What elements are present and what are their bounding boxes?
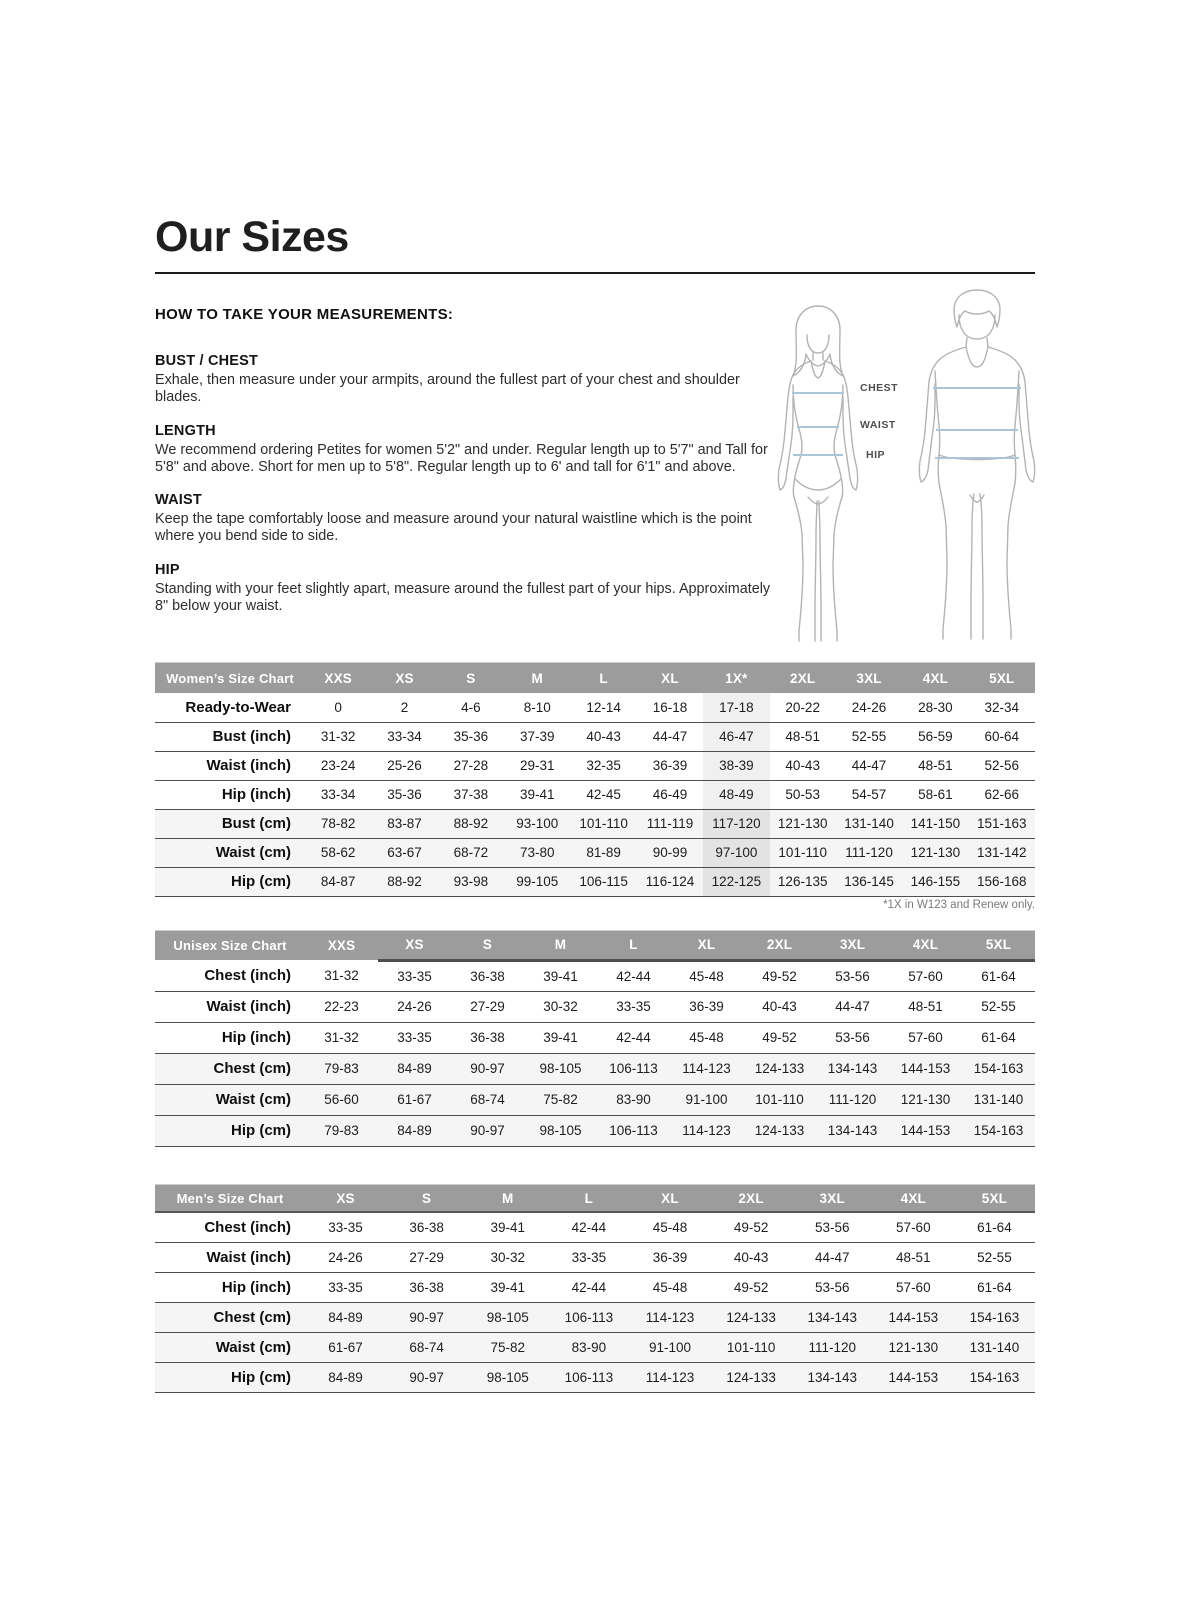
table-row xyxy=(155,1242,1035,1272)
size-cell: 124-133 xyxy=(711,1302,792,1332)
size-cell: 83-90 xyxy=(548,1332,629,1362)
size-cell: 101-110 xyxy=(770,838,836,867)
table-row xyxy=(155,809,1035,838)
size-cell: 58-61 xyxy=(902,780,968,809)
size-cell: 121-130 xyxy=(873,1332,954,1362)
size-column-header: 3XL xyxy=(816,931,889,960)
size-cell: 52-56 xyxy=(969,751,1035,780)
row-label: Bust (inch) xyxy=(155,722,305,751)
size-cell: 40-43 xyxy=(570,722,636,751)
unisex-size-table xyxy=(155,931,1035,1147)
size-cell: 131-140 xyxy=(954,1332,1035,1362)
section-bust-chest xyxy=(155,353,773,407)
size-column-header: 4XL xyxy=(902,663,968,693)
size-cell: 42-44 xyxy=(548,1272,629,1302)
size-column-header: XS xyxy=(371,663,437,693)
size-cell: 53-56 xyxy=(816,960,889,991)
size-cell: 111-119 xyxy=(637,809,703,838)
table-row xyxy=(155,693,1035,722)
row-label: Waist (cm) xyxy=(155,1084,305,1115)
size-column-header: XL xyxy=(670,931,743,960)
size-cell: 42-45 xyxy=(570,780,636,809)
size-cell: 52-55 xyxy=(962,991,1035,1022)
size-column-header: 5XL xyxy=(954,1185,1035,1212)
size-cell: 33-34 xyxy=(305,780,371,809)
size-cell: 151-163 xyxy=(969,809,1035,838)
size-cell: 61-64 xyxy=(962,1022,1035,1053)
size-cell: 124-133 xyxy=(711,1362,792,1392)
size-cell: 33-35 xyxy=(378,1022,451,1053)
size-cell: 106-115 xyxy=(570,867,636,896)
womens-size-chart xyxy=(155,662,1035,897)
size-column-header: 5XL xyxy=(969,663,1035,693)
size-cell: 20-22 xyxy=(770,693,836,722)
row-label: Hip (cm) xyxy=(155,1362,305,1392)
measurement-figures xyxy=(748,283,1040,645)
size-cell: 111-120 xyxy=(792,1332,873,1362)
size-cell: 53-56 xyxy=(816,1022,889,1053)
size-cell: 91-100 xyxy=(670,1084,743,1115)
size-cell: 68-74 xyxy=(386,1332,467,1362)
size-cell: 33-35 xyxy=(597,991,670,1022)
size-cell: 49-52 xyxy=(711,1272,792,1302)
size-cell: 90-97 xyxy=(386,1302,467,1332)
size-column-header: 2XL xyxy=(743,931,816,960)
male-measure-lines xyxy=(933,388,1021,458)
size-column-header: 1X* xyxy=(703,663,769,693)
size-cell: 31-32 xyxy=(305,722,371,751)
size-cell: 22-23 xyxy=(305,991,378,1022)
unisex-size-chart xyxy=(155,930,1035,1147)
size-cell: 24-26 xyxy=(378,991,451,1022)
size-cell: 57-60 xyxy=(889,1022,962,1053)
size-cell: 124-133 xyxy=(743,1115,816,1146)
size-cell: 42-44 xyxy=(597,960,670,991)
size-cell: 48-51 xyxy=(770,722,836,751)
measurements-heading: HOW TO TAKE YOUR MEASUREMENTS: xyxy=(155,306,454,323)
size-cell: 48-51 xyxy=(873,1242,954,1272)
size-cell: 93-100 xyxy=(504,809,570,838)
size-cell: 91-100 xyxy=(629,1332,710,1362)
size-cell: 154-163 xyxy=(954,1362,1035,1392)
row-label: Bust (cm) xyxy=(155,809,305,838)
size-cell: 98-105 xyxy=(467,1362,548,1392)
size-cell: 27-29 xyxy=(386,1242,467,1272)
size-cell: 75-82 xyxy=(524,1084,597,1115)
table-row xyxy=(155,867,1035,896)
size-cell: 101-110 xyxy=(743,1084,816,1115)
size-cell: 52-55 xyxy=(836,722,902,751)
row-label: Hip (inch) xyxy=(155,1272,305,1302)
size-cell: 154-163 xyxy=(962,1053,1035,1084)
size-cell: 144-153 xyxy=(873,1362,954,1392)
hip-label: HIP xyxy=(866,449,886,461)
size-cell: 114-123 xyxy=(670,1053,743,1084)
size-cell: 141-150 xyxy=(902,809,968,838)
size-cell: 114-123 xyxy=(629,1362,710,1392)
mens-size-table xyxy=(155,1185,1035,1393)
female-measure-lines xyxy=(792,393,844,455)
size-cell: 134-143 xyxy=(792,1302,873,1332)
size-cell: 46-49 xyxy=(637,780,703,809)
size-cell: 60-64 xyxy=(969,722,1035,751)
size-cell: 88-92 xyxy=(438,809,504,838)
section-body: Standing with your feet slightly apart, measure around the fullest part of your hips. Approximately 8" below your waist. xyxy=(155,580,771,614)
table-title: Unisex Size Chart xyxy=(155,931,305,960)
size-cell: 57-60 xyxy=(873,1212,954,1242)
size-cell: 61-64 xyxy=(954,1272,1035,1302)
row-label: Waist (inch) xyxy=(155,991,305,1022)
waist-label: WAIST xyxy=(860,419,896,431)
size-cell: 134-143 xyxy=(816,1053,889,1084)
size-cell: 144-153 xyxy=(889,1115,962,1146)
size-cell: 36-39 xyxy=(670,991,743,1022)
size-cell: 49-52 xyxy=(743,1022,816,1053)
female-figure-illustration xyxy=(770,303,866,643)
size-cell: 8-10 xyxy=(504,693,570,722)
size-column-header: M xyxy=(467,1185,548,1212)
size-cell: 45-48 xyxy=(629,1212,710,1242)
size-cell: 144-153 xyxy=(889,1053,962,1084)
size-cell: 50-53 xyxy=(770,780,836,809)
size-cell: 90-97 xyxy=(451,1115,524,1146)
table-row xyxy=(155,1115,1035,1146)
row-label: Hip (inch) xyxy=(155,1022,305,1053)
size-cell: 36-38 xyxy=(451,960,524,991)
size-cell: 44-47 xyxy=(816,991,889,1022)
size-cell: 131-140 xyxy=(836,809,902,838)
size-cell: 68-72 xyxy=(438,838,504,867)
size-cell: 124-133 xyxy=(743,1053,816,1084)
size-column-header: S xyxy=(438,663,504,693)
size-cell: 54-57 xyxy=(836,780,902,809)
size-column-header: M xyxy=(504,663,570,693)
size-column-header: M xyxy=(524,931,597,960)
table-row xyxy=(155,1302,1035,1332)
row-label: Waist (cm) xyxy=(155,1332,305,1362)
table-title: Men’s Size Chart xyxy=(155,1185,305,1212)
size-cell: 40-43 xyxy=(743,991,816,1022)
size-cell: 36-39 xyxy=(629,1242,710,1272)
size-column-header: XXS xyxy=(305,931,378,960)
size-cell: 36-39 xyxy=(637,751,703,780)
size-cell: 62-66 xyxy=(969,780,1035,809)
size-cell: 116-124 xyxy=(637,867,703,896)
size-cell: 84-89 xyxy=(378,1053,451,1084)
table-row xyxy=(155,780,1035,809)
size-cell: 154-163 xyxy=(954,1302,1035,1332)
size-cell: 57-60 xyxy=(873,1272,954,1302)
size-cell: 144-153 xyxy=(873,1302,954,1332)
size-cell: 42-44 xyxy=(548,1212,629,1242)
size-cell: 24-26 xyxy=(836,693,902,722)
size-cell: 106-113 xyxy=(597,1115,670,1146)
size-cell: 126-135 xyxy=(770,867,836,896)
size-cell: 39-41 xyxy=(524,1022,597,1053)
size-cell: 79-83 xyxy=(305,1115,378,1146)
size-cell: 40-43 xyxy=(711,1242,792,1272)
row-label: Waist (inch) xyxy=(155,751,305,780)
size-cell: 31-32 xyxy=(305,1022,378,1053)
womens-chart-footnote: *1X in W123 and Renew only. xyxy=(883,899,1035,911)
size-cell: 23-24 xyxy=(305,751,371,780)
row-label: Waist (inch) xyxy=(155,1242,305,1272)
size-cell: 131-140 xyxy=(962,1084,1035,1115)
mens-size-chart xyxy=(155,1184,1035,1393)
size-cell: 156-168 xyxy=(969,867,1035,896)
size-cell: 106-113 xyxy=(548,1362,629,1392)
size-cell: 27-29 xyxy=(451,991,524,1022)
size-cell: 121-130 xyxy=(889,1084,962,1115)
section-body: We recommend ordering Petites for women 5'2" and under. Regular length up to 5'7" and Tall for 5'8" and above. Short for men up to 5'8". Regular length up to 6' and tall for 6'1" and above. xyxy=(155,441,768,475)
size-cell: 48-51 xyxy=(889,991,962,1022)
table-row xyxy=(155,991,1035,1022)
size-cell: 42-44 xyxy=(597,1022,670,1053)
size-cell: 29-31 xyxy=(504,751,570,780)
size-cell: 24-26 xyxy=(305,1242,386,1272)
section-waist xyxy=(155,492,773,546)
size-cell: 98-105 xyxy=(467,1302,548,1332)
table-row xyxy=(155,1212,1035,1242)
row-label: Waist (cm) xyxy=(155,838,305,867)
size-cell: 61-67 xyxy=(305,1332,386,1362)
size-cell: 53-56 xyxy=(792,1212,873,1242)
size-cell: 35-36 xyxy=(438,722,504,751)
size-cell: 101-110 xyxy=(711,1332,792,1362)
size-column-header: XL xyxy=(629,1185,710,1212)
size-cell: 49-52 xyxy=(711,1212,792,1242)
section-title: BUST / CHEST xyxy=(155,353,259,369)
size-cell: 44-47 xyxy=(836,751,902,780)
size-cell: 61-64 xyxy=(962,960,1035,991)
size-cell: 114-123 xyxy=(670,1115,743,1146)
size-cell: 27-28 xyxy=(438,751,504,780)
row-label: Chest (inch) xyxy=(155,960,305,991)
size-cell: 46-47 xyxy=(703,722,769,751)
size-cell: 30-32 xyxy=(467,1242,548,1272)
size-cell: 81-89 xyxy=(570,838,636,867)
size-column-header: XL xyxy=(637,663,703,693)
size-cell: 97-100 xyxy=(703,838,769,867)
size-cell: 98-105 xyxy=(524,1115,597,1146)
size-cell: 32-35 xyxy=(570,751,636,780)
size-cell: 39-41 xyxy=(467,1272,548,1302)
size-cell: 48-49 xyxy=(703,780,769,809)
size-column-header: 3XL xyxy=(836,663,902,693)
size-cell: 33-35 xyxy=(305,1212,386,1242)
size-cell: 45-48 xyxy=(629,1272,710,1302)
size-cell: 93-98 xyxy=(438,867,504,896)
size-cell: 57-60 xyxy=(889,960,962,991)
size-cell: 36-38 xyxy=(386,1272,467,1302)
size-cell: 84-89 xyxy=(305,1302,386,1332)
size-cell: 99-105 xyxy=(504,867,570,896)
size-cell: 79-83 xyxy=(305,1053,378,1084)
size-cell: 17-18 xyxy=(703,693,769,722)
row-label: Hip (cm) xyxy=(155,867,305,896)
row-label: Hip (cm) xyxy=(155,1115,305,1146)
size-cell: 35-36 xyxy=(371,780,437,809)
size-cell: 56-60 xyxy=(305,1084,378,1115)
size-cell: 84-89 xyxy=(305,1362,386,1392)
size-cell: 117-120 xyxy=(703,809,769,838)
size-cell: 40-43 xyxy=(770,751,836,780)
size-cell: 84-89 xyxy=(378,1115,451,1146)
table-row xyxy=(155,1084,1035,1115)
table-row xyxy=(155,751,1035,780)
section-title: HIP xyxy=(155,561,180,578)
size-cell: 45-48 xyxy=(670,960,743,991)
size-cell: 32-34 xyxy=(969,693,1035,722)
size-cell: 61-67 xyxy=(378,1084,451,1115)
table-row xyxy=(155,1362,1035,1392)
size-cell: 38-39 xyxy=(703,751,769,780)
size-cell: 39-41 xyxy=(524,960,597,991)
size-cell: 16-18 xyxy=(637,693,703,722)
size-cell: 98-105 xyxy=(524,1053,597,1084)
size-column-header: S xyxy=(451,931,524,960)
size-cell: 52-55 xyxy=(954,1242,1035,1272)
section-length xyxy=(155,423,773,477)
table-row xyxy=(155,1022,1035,1053)
size-column-header: XS xyxy=(305,1185,386,1212)
size-cell: 154-163 xyxy=(962,1115,1035,1146)
size-cell: 106-113 xyxy=(548,1302,629,1332)
row-label: Hip (inch) xyxy=(155,780,305,809)
size-cell: 121-130 xyxy=(770,809,836,838)
womens-size-table xyxy=(155,663,1035,897)
size-cell: 68-74 xyxy=(451,1084,524,1115)
section-body: Exhale, then measure under your armpits, around the fullest part of your chest and shoulder blades. xyxy=(155,372,740,406)
size-cell: 111-120 xyxy=(836,838,902,867)
size-cell: 37-38 xyxy=(438,780,504,809)
title-divider xyxy=(155,272,1035,274)
size-column-header: L xyxy=(570,663,636,693)
size-cell: 63-67 xyxy=(371,838,437,867)
size-cell: 28-30 xyxy=(902,693,968,722)
size-cell: 101-110 xyxy=(570,809,636,838)
table-row xyxy=(155,1053,1035,1084)
size-cell: 25-26 xyxy=(371,751,437,780)
size-cell: 131-142 xyxy=(969,838,1035,867)
male-figure-illustration xyxy=(914,287,1040,643)
size-cell: 134-143 xyxy=(792,1362,873,1392)
size-cell: 84-87 xyxy=(305,867,371,896)
size-cell: 56-59 xyxy=(902,722,968,751)
table-row xyxy=(155,838,1035,867)
size-cell: 58-62 xyxy=(305,838,371,867)
size-cell: 36-38 xyxy=(386,1212,467,1242)
size-cell: 33-35 xyxy=(548,1242,629,1272)
size-cell: 88-92 xyxy=(371,867,437,896)
size-cell: 90-99 xyxy=(637,838,703,867)
table-title: Women’s Size Chart xyxy=(155,663,305,693)
size-cell: 90-97 xyxy=(386,1362,467,1392)
size-cell: 44-47 xyxy=(637,722,703,751)
table-row xyxy=(155,722,1035,751)
size-cell: 39-41 xyxy=(504,780,570,809)
measurement-instructions xyxy=(155,306,773,631)
size-cell: 33-35 xyxy=(305,1272,386,1302)
size-column-header: 4XL xyxy=(889,931,962,960)
size-cell: 111-120 xyxy=(816,1084,889,1115)
size-column-header: S xyxy=(386,1185,467,1212)
chest-label: CHEST xyxy=(860,382,899,394)
section-hip xyxy=(155,562,773,616)
row-label: Chest (inch) xyxy=(155,1212,305,1242)
size-cell: 146-155 xyxy=(902,867,968,896)
table-row xyxy=(155,1332,1035,1362)
size-column-header: L xyxy=(548,1185,629,1212)
size-column-header: 2XL xyxy=(770,663,836,693)
table-row xyxy=(155,1272,1035,1302)
size-column-header: L xyxy=(597,931,670,960)
section-title: LENGTH xyxy=(155,422,216,439)
size-cell: 90-97 xyxy=(451,1053,524,1084)
size-cell: 4-6 xyxy=(438,693,504,722)
size-cell: 37-39 xyxy=(504,722,570,751)
row-label: Chest (cm) xyxy=(155,1302,305,1332)
table-row xyxy=(155,960,1035,991)
size-column-header: XXS xyxy=(305,663,371,693)
size-cell: 33-34 xyxy=(371,722,437,751)
size-column-header: 2XL xyxy=(711,1185,792,1212)
size-cell: 136-145 xyxy=(836,867,902,896)
size-column-header: 3XL xyxy=(792,1185,873,1212)
size-cell: 45-48 xyxy=(670,1022,743,1053)
size-column-header: 5XL xyxy=(962,931,1035,960)
size-column-header: XS xyxy=(378,931,451,960)
size-cell: 75-82 xyxy=(467,1332,548,1362)
size-cell: 44-47 xyxy=(792,1242,873,1272)
size-cell: 83-87 xyxy=(371,809,437,838)
size-cell: 121-130 xyxy=(902,838,968,867)
size-cell: 0 xyxy=(305,693,371,722)
size-cell: 49-52 xyxy=(743,960,816,991)
size-cell: 114-123 xyxy=(629,1302,710,1332)
size-cell: 31-32 xyxy=(305,960,378,991)
size-cell: 73-80 xyxy=(504,838,570,867)
row-label: Chest (cm) xyxy=(155,1053,305,1084)
section-title: WAIST xyxy=(155,492,202,509)
size-cell: 33-35 xyxy=(378,960,451,991)
size-cell: 12-14 xyxy=(570,693,636,722)
size-cell: 39-41 xyxy=(467,1212,548,1242)
size-cell: 106-113 xyxy=(597,1053,670,1084)
size-cell: 2 xyxy=(371,693,437,722)
size-cell: 61-64 xyxy=(954,1212,1035,1242)
size-cell: 134-143 xyxy=(816,1115,889,1146)
page-title: Our Sizes xyxy=(155,213,349,261)
size-cell: 48-51 xyxy=(902,751,968,780)
size-cell: 36-38 xyxy=(451,1022,524,1053)
size-cell: 53-56 xyxy=(792,1272,873,1302)
size-cell: 122-125 xyxy=(703,867,769,896)
row-label: Ready-to-Wear xyxy=(155,693,305,722)
size-cell: 30-32 xyxy=(524,991,597,1022)
size-cell: 83-90 xyxy=(597,1084,670,1115)
size-column-header: 4XL xyxy=(873,1185,954,1212)
section-body: Keep the tape comfortably loose and measure around your natural waistline which is the point where you bend side to side. xyxy=(155,511,752,545)
size-cell: 78-82 xyxy=(305,809,371,838)
